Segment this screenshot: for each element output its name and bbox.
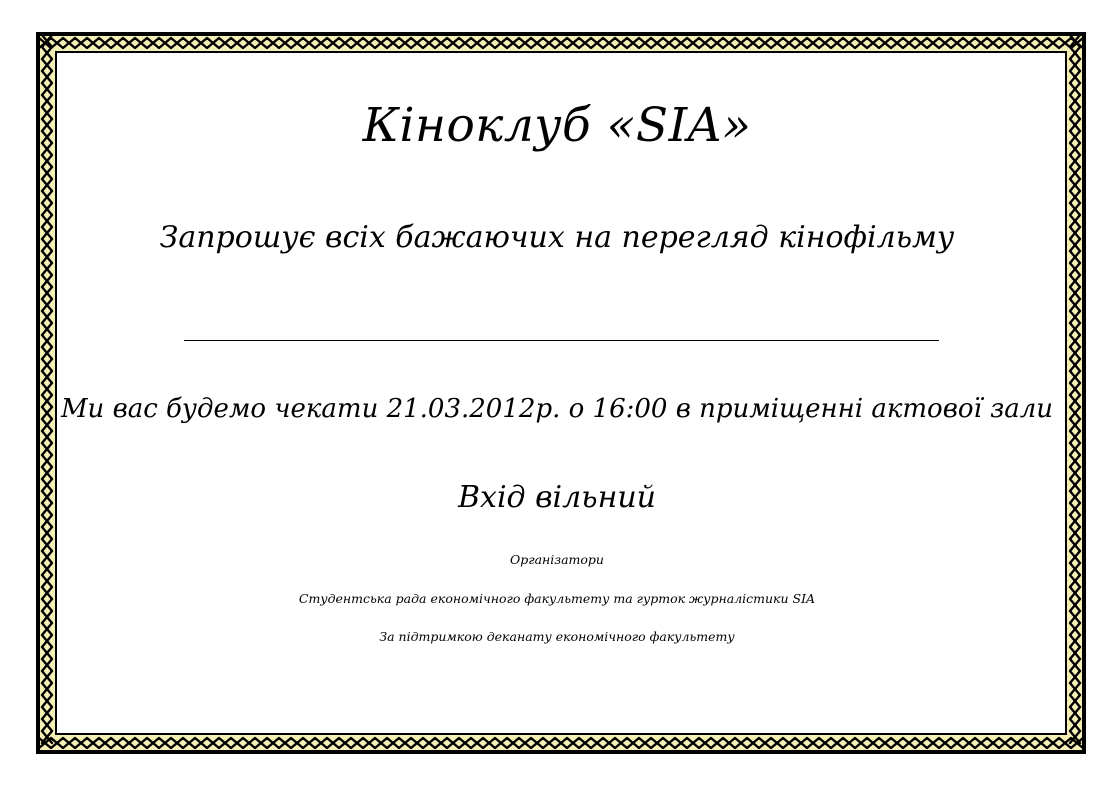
organizers-heading: Організатори bbox=[510, 552, 604, 567]
blank-fill-line bbox=[184, 340, 939, 341]
support-text: За підтримкою деканату економічного факультету bbox=[379, 629, 735, 644]
poster-subtitle: Запрошує всіх бажаючих на перегляд кінофільму bbox=[159, 220, 955, 255]
poster-title: Кіноклуб «SIA» bbox=[362, 98, 752, 153]
free-entry-text: Вхід вільний bbox=[457, 480, 656, 515]
event-details: Ми вас будемо чекати 21.03.2012р. о 16:00 в приміщенні актової зали bbox=[60, 394, 1054, 424]
organizers-text: Студентська рада економічного факультету та гурток журналістики SIA bbox=[298, 591, 816, 606]
